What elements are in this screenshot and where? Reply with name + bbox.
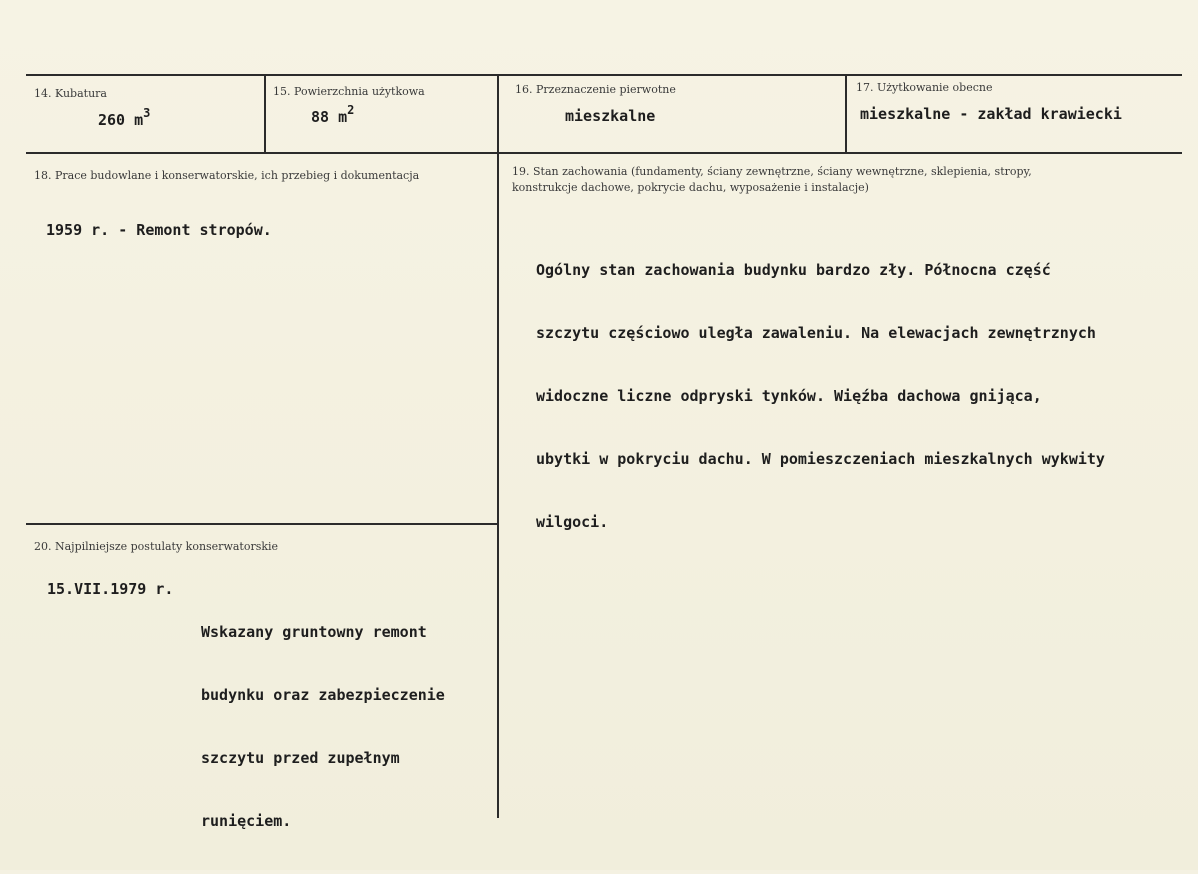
postulaty-line: Wskazany gruntowny remont bbox=[201, 623, 427, 641]
top-rule bbox=[26, 74, 1182, 76]
divider-14-15 bbox=[264, 76, 266, 154]
przeznaczenie-value: mieszkalne bbox=[565, 107, 656, 125]
prace-value: 1959 r. - Remont stropów. bbox=[46, 221, 272, 239]
powierzchnia-label: 15. Powierzchnia użytkowa bbox=[273, 85, 425, 98]
powierzchnia-value: 88 $m^2$ bbox=[311, 103, 355, 126]
stan-line: wilgoci. bbox=[536, 513, 609, 531]
prace-label: 18. Prace budowlane i konserwatorskie, ich przebieg i dokumentacja bbox=[34, 169, 420, 182]
stan-label-line1: 19. Stan zachowania (fundamenty, ściany zewnętrzne, ściany wewnętrzne, sklepienia, stropy, bbox=[512, 165, 1032, 178]
stan-label-line2: konstrukcje dachowe, pokrycie dachu, wyposażenie i instalacje) bbox=[512, 181, 869, 194]
stan-line: szczytu częściowo uległa zawaleniu. Na elewacjach zewnętrznych bbox=[536, 324, 1096, 342]
postulaty-line: szczytu przed zupełnym bbox=[201, 749, 400, 767]
divider-main bbox=[497, 76, 499, 818]
uzytkowanie-value: mieszkalne - zakład krawiecki bbox=[860, 105, 1122, 123]
stan-line: Ogólny stan zachowania budynku bardzo zły. Północna część bbox=[536, 261, 1051, 279]
powierzchnia-exponent: 2 bbox=[347, 103, 355, 117]
stan-text bbox=[536, 218, 1105, 575]
divider-16-17 bbox=[845, 76, 847, 154]
stan-line: ubytki w pokryciu dachu. W pomieszczeniach mieszkalnych wykwity bbox=[536, 450, 1105, 468]
kubatura-exponent: 3 bbox=[143, 106, 151, 120]
kubatura-label: 14. Kubatura bbox=[34, 87, 107, 100]
postulaty-text bbox=[201, 580, 445, 874]
uzytkowanie-label: 17. Użytkowanie obecne bbox=[856, 81, 993, 94]
stan-line: widoczne liczne odpryski tynków. Więźba dachowa gnijąca, bbox=[536, 387, 1042, 405]
section-20-rule bbox=[26, 523, 498, 525]
header-row-rule bbox=[26, 152, 1182, 154]
postulaty-label: 20. Najpilniejsze postulaty konserwatorskie bbox=[34, 540, 279, 553]
postulaty-date: 15.VII.1979 r. bbox=[47, 580, 174, 598]
postulaty-line: budynku oraz zabezpieczenie bbox=[201, 686, 445, 704]
przeznaczenie-label: 16. Przeznaczenie pierwotne bbox=[515, 83, 676, 96]
kubatura-value: 260 $m^3$ bbox=[98, 106, 151, 129]
postulaty-line: runięciem. bbox=[201, 812, 292, 830]
